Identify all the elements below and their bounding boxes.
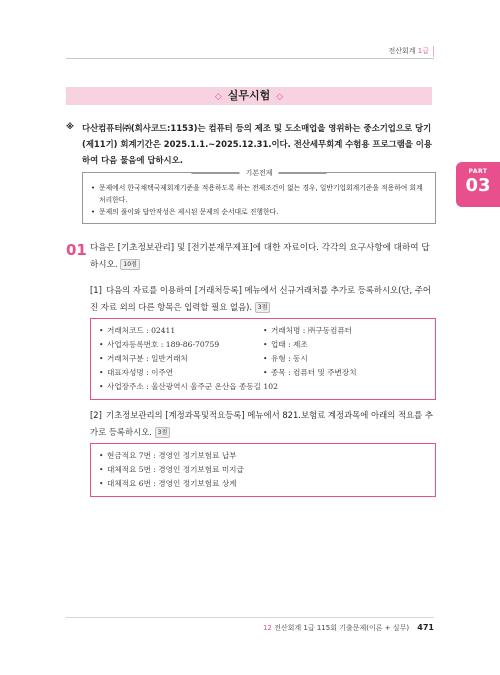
page-number: 471 xyxy=(417,623,434,632)
diamond-icon: ◇ xyxy=(214,92,222,102)
data-row xyxy=(99,324,427,338)
data-item: • 업태 : 제조 xyxy=(263,338,427,352)
address-item: • 사업장주소 : 울산광역시 울주군 온산읍 종동길 102 xyxy=(99,380,427,394)
data-item: • 대표자성명 : 이주연 xyxy=(99,366,263,380)
footer-divider xyxy=(66,617,434,618)
chapter-number: 12 xyxy=(262,624,272,632)
part-number: 03 xyxy=(465,175,491,197)
part-label: PART xyxy=(468,168,488,175)
sub-question-1 xyxy=(90,282,436,316)
section-title-bar xyxy=(66,87,432,105)
sub-text: 다음의 자료를 이용하여 [거래처등록] 메뉴에서 신규거래처를 추가로 등록하시오(단, 주어진 자료 외의 다른 항목은 입력할 필요 없음). xyxy=(90,285,432,312)
premise-box xyxy=(82,169,436,224)
data-item: • 유형 : 동시 xyxy=(263,352,427,366)
data-item: • 거래처코드 : 02411 xyxy=(99,324,263,338)
note-mark: ※ xyxy=(66,121,74,131)
vendor-data-box xyxy=(90,318,436,400)
premise-item: • 문제의 풀이와 답안작성은 제시된 문제의 순서대로 진행한다. xyxy=(91,206,427,218)
data-item: • 종목 : 컴퓨터 및 주변장치 xyxy=(263,366,427,380)
sub-label: [2] xyxy=(90,410,102,420)
section-title: 실무시험 xyxy=(227,89,271,102)
data-row xyxy=(99,338,427,352)
question-body: 다음은 [기초정보관리] 및 [전기분재무제표]에 대한 자료이다. 각각의 요구사항에 대하여 답하시오. xyxy=(90,243,430,270)
diamond-icon: ◇ xyxy=(276,92,284,102)
sub-label: [1] xyxy=(90,285,102,295)
memo-data-box xyxy=(90,443,436,497)
memo-item: • 현금적요 7번 : 경영인 정기보험료 납부 xyxy=(99,449,427,463)
sub-question-2 xyxy=(90,407,436,441)
sub-text: 기초정보관리의 [계정과목및적요등록] 메뉴에서 821.보험료 계정과목에 아래의 적요를 추가로 등록하시오. xyxy=(90,410,433,437)
header-tag xyxy=(388,46,434,57)
part-tab xyxy=(456,162,500,207)
header-level: 1급 xyxy=(417,47,429,55)
intro-text: 다산컴퓨터㈜(회사코드:1153)는 컴퓨터 등의 제조 및 도소매업을 영위하는 중소기업으로 당기(제11기) 회계기간은 2025.1.1.~2025.12.31.이다. 전산세무회계 수험용 프로그램을 이용하여 다음 물음에 답하시오. xyxy=(82,123,432,165)
data-item: • 거래처구분 : 일반거래처 xyxy=(99,352,263,366)
question-number: 01 xyxy=(66,241,87,259)
footer-text: 전산회계 1급 115회 기출문제(이론 + 실무) xyxy=(274,624,410,632)
header-divider xyxy=(66,58,434,59)
data-row xyxy=(99,366,427,380)
points-badge: 3점 xyxy=(255,302,271,313)
memo-item: • 대체적요 6번 : 경영인 정기보험료 상계 xyxy=(99,477,427,491)
data-item: • 거래처명 : ㈜구동컴퓨터 xyxy=(263,324,427,338)
premise-title: 기본전제 xyxy=(239,167,278,179)
premise-item: • 문제에서 한국채택국제회계기준을 적용하도록 하는 전제조건이 없는 경우, 일반기업회계기준을 적용하여 회계처리한다. xyxy=(91,182,427,206)
points-badge: 10점 xyxy=(120,259,139,270)
header-subject: 전산회계 xyxy=(388,47,416,55)
question-text xyxy=(90,240,436,274)
footer xyxy=(263,622,434,634)
data-item: • 사업자등록번호 : 189-86-70759 xyxy=(99,338,263,352)
points-badge: 3점 xyxy=(155,427,171,438)
memo-item: • 대체적요 5번 : 경영인 정기보험료 미지급 xyxy=(99,463,427,477)
data-row xyxy=(99,352,427,366)
intro-block xyxy=(66,120,436,168)
